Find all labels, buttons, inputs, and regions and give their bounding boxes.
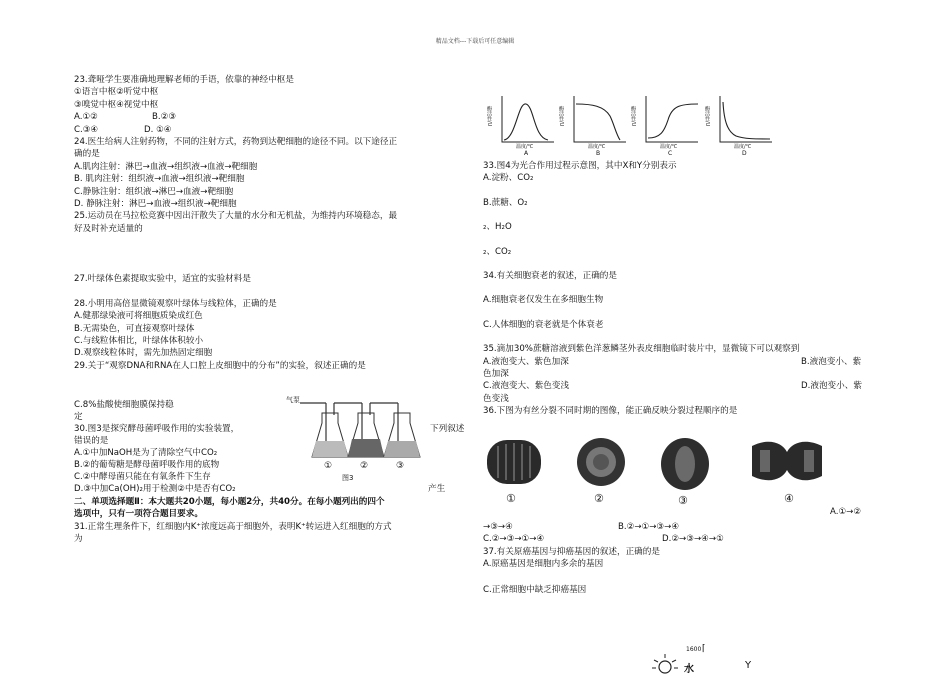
q24-option-a: A.肌肉注射：淋巴→血液→组织液→血液→靶细胞 bbox=[74, 161, 258, 172]
figure-3-air-pump-label: 气泵 bbox=[286, 396, 300, 404]
q30-option-d: D.③中加Ca(OH)₂用于检测②中是否有CO₂ bbox=[74, 484, 236, 494]
q28-stem: 28.小明用高倍显微镜观察叶绿体与线粒体，正确的是 bbox=[74, 298, 277, 309]
page-header: 精品文档---下载后可任意编辑 bbox=[435, 38, 515, 45]
q24-option-c: C.静脉注射：组织液→淋巴→血液→靶细胞 bbox=[74, 186, 234, 197]
q23-options-1: ①语言中枢②听觉中枢 bbox=[74, 87, 159, 98]
q33-stem: 33.图4为光合作用过程示意图，其中X和Y分别表示 bbox=[483, 161, 677, 171]
q36-option-b: B.②→①→③→④ bbox=[618, 522, 680, 532]
q36-stem: 36.下图为有丝分裂不同时期的图像，能正确反映分裂过程顺序的是 bbox=[483, 406, 738, 417]
figure-3-flask-2-label: ② bbox=[360, 461, 369, 471]
q30-option-a: A.①中加NaOH是为了清除空气中CO₂ bbox=[74, 448, 218, 458]
left-column bbox=[74, 74, 470, 372]
q31-stem-1: 31.正常生理条件下，红细胞内K⁺浓度远高于细胞外，表明K⁺转运进入红细胞的方式 bbox=[74, 522, 392, 532]
right-column bbox=[483, 160, 875, 418]
section-2-heading-2: 选项中，只有一项符合题目要求。 bbox=[74, 509, 203, 519]
graph-c-xlabel: 温度/℃ bbox=[660, 144, 678, 150]
q23-options-2: ③嗅觉中枢④视觉中枢 bbox=[74, 99, 159, 110]
q35-option-b-cont: 色加深 bbox=[483, 369, 509, 380]
q34-option-a: A.细胞衰老仅发生在多细胞生物 bbox=[483, 295, 604, 306]
q34-stem: 34.有关细胞衰老的叙述，正确的是 bbox=[483, 271, 617, 282]
q33-option-d: ₂、CO₂ bbox=[483, 246, 512, 257]
figure-4-value: 1600 bbox=[686, 646, 702, 653]
q28-option-d: D.观察线粒体时，需先加热固定细胞 bbox=[74, 348, 213, 359]
graph-d-ylabel: 酶活性/U bbox=[704, 106, 710, 127]
mitosis-cell-2 bbox=[574, 436, 628, 505]
q28-option-b: B.无需染色，可直接观察叶绿体 bbox=[74, 323, 195, 334]
figure-3-apparatus bbox=[286, 395, 426, 485]
figure-4-bracket: ⌈ bbox=[702, 644, 706, 654]
graph-b bbox=[558, 92, 630, 158]
q36-option-a-cont: →③→④ bbox=[483, 522, 513, 532]
q23-options-4: C.③④ D. ①④ bbox=[74, 124, 172, 135]
q30-stem-2: 错误的是 bbox=[74, 436, 109, 446]
figure-3-caption: 图3 bbox=[342, 474, 354, 482]
q24-stem-1: 24.医生给病人注射药物，不同的注射方式，药物到达靶细胞的途径不同。以下途径正 bbox=[74, 137, 398, 148]
graph-c-label: C bbox=[668, 150, 673, 157]
graph-d bbox=[704, 92, 776, 158]
mitosis-cell-4-label: ④ bbox=[784, 492, 794, 505]
figure-4-y-label: Y bbox=[745, 660, 752, 671]
q31-stem-2: 为 bbox=[74, 534, 83, 544]
mitosis-cell-3 bbox=[658, 436, 712, 507]
graph-a-label: A bbox=[524, 150, 529, 157]
q33-option-b: B.蔗糖、O₂ bbox=[483, 197, 528, 208]
sun-icon bbox=[650, 652, 680, 682]
q37-stem: 37.有关原癌基因与抑癌基因的叙述，正确的是 bbox=[483, 547, 660, 557]
q28-option-c: C.与线粒体相比，叶绿体体积较小 bbox=[74, 335, 204, 346]
q37-option-a: A.原癌基因是细胞内多余的基因 bbox=[483, 559, 604, 569]
q30-stem: 30.图3是探究酵母菌呼吸作用的实验装置， bbox=[74, 424, 240, 434]
q30-option-b: B.②的葡萄糖是酵母菌呼吸作用的底物 bbox=[74, 460, 220, 470]
q33-option-a: A.淀粉、CO₂ bbox=[483, 173, 534, 184]
q34-option-c: C.人体细胞的衰老就是个体衰老 bbox=[483, 319, 604, 330]
q35-option-d-cont: 色变浅 bbox=[483, 393, 509, 404]
q30-option-c: C.②中酵母菌只能在有氧条件下生存 bbox=[74, 472, 211, 482]
mitosis-cell-4 bbox=[748, 436, 826, 505]
q24-option-d: D. 静脉注射：淋巴→血液→组织液→靶细胞 bbox=[74, 199, 237, 210]
q33-option-c: ₂、H₂O bbox=[483, 222, 512, 233]
q30-stem-tail: 下列叙述 bbox=[430, 424, 465, 434]
section-2-heading-1: 二、单项选择题Ⅱ：本大题共20小题，每小题2分，共40分。在每小题列出的四个 bbox=[74, 497, 385, 507]
mitosis-cell-2-label: ② bbox=[594, 492, 604, 505]
graph-b-xlabel: 温度/℃ bbox=[588, 144, 606, 150]
q24-stem-2: 确的是 bbox=[74, 149, 100, 160]
q23-stem: 23.聋哑学生要准确地理解老师的手语，依靠的神经中枢是 bbox=[74, 75, 294, 85]
q29-stem: 29.关于“观察DNA和RNA在人口腔上皮细胞中的分布”的实验，叙述正确的是 bbox=[74, 360, 366, 371]
q29-option-c: C.8%盐酸使细胞膜保持稳 bbox=[74, 400, 174, 410]
figure-3-flask-3-label: ③ bbox=[396, 461, 405, 471]
q36-option-c: C.②→③→①→④ bbox=[483, 534, 545, 544]
q28-option-a: A.健那绿染液可将细胞质染成红色 bbox=[74, 311, 203, 322]
q29-option-c-cont: 定 bbox=[74, 412, 83, 422]
q27-stem: 27.叶绿体色素提取实验中，适宜的实验材料是 bbox=[74, 274, 251, 285]
q25-stem-2: 好及时补充适量的 bbox=[74, 223, 143, 234]
graph-d-label: D bbox=[742, 150, 747, 157]
q36-option-a: A.①→② bbox=[830, 507, 862, 517]
q35-options-ab: A.液泡变大、紫色加深 B.液泡变小、紫 bbox=[483, 356, 862, 367]
graph-b-label: B bbox=[596, 150, 601, 157]
graph-a-ylabel: 酶活性/U bbox=[486, 106, 492, 127]
q23-options-3: A.①② B.②③ bbox=[74, 112, 177, 123]
q37-option-c: C.正常细胞中缺乏抑癌基因 bbox=[483, 585, 587, 595]
q35-options-cd: C.液泡变大、紫色变浅 D.液泡变小、紫 bbox=[483, 381, 862, 392]
q36-option-d: D.②→③→④→① bbox=[662, 534, 724, 544]
mitosis-cell-1-label: ① bbox=[506, 492, 516, 505]
graph-c-ylabel: 酶活性/U bbox=[630, 106, 636, 127]
figure-4-water-label: 水 bbox=[684, 664, 694, 675]
figure-3-flask-1-label: ① bbox=[324, 461, 333, 471]
graph-a bbox=[486, 92, 558, 158]
graph-c bbox=[630, 92, 702, 158]
graph-b-ylabel: 酶活性/U bbox=[558, 106, 564, 127]
mitosis-cell-1 bbox=[484, 436, 544, 505]
graph-d-xlabel: 温度/℃ bbox=[734, 144, 752, 150]
graph-a-xlabel: 温度/℃ bbox=[516, 144, 534, 150]
q30-option-d-tail: 产生 bbox=[428, 484, 446, 494]
figure-4-fragment bbox=[650, 640, 770, 675]
q24-option-b: B. 肌肉注射：组织液→血液→组织液→靶细胞 bbox=[74, 174, 245, 185]
mitosis-cell-3-label: ③ bbox=[678, 494, 688, 507]
q25-stem-1: 25.运动员在马拉松竞赛中因出汗散失了大量的水分和无机盐，为维持内环境稳态，最 bbox=[74, 211, 398, 222]
q35-stem: 35.滴加30%蔗糖溶液到紫色洋葱鳞茎外表皮细胞临时装片中，显微镜下可以观察到 bbox=[483, 344, 800, 355]
